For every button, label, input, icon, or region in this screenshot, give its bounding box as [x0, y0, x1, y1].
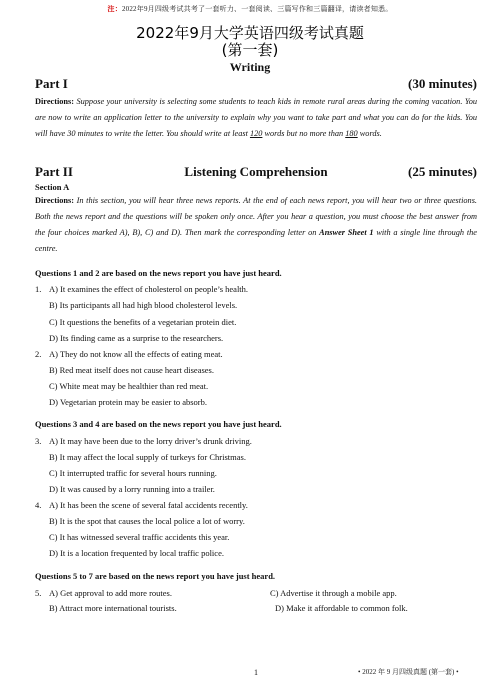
- part2-label: Part II: [35, 164, 73, 179]
- answer-sheet-label: Answer Sheet 1: [319, 228, 374, 237]
- exam-subtitle: (第一套): [221, 41, 279, 59]
- option: D) It was caused by a lorry running into a trailer.: [49, 484, 215, 494]
- option: D) Make it affordable to common folk.: [275, 603, 408, 613]
- option: A) They do not know all the effects of eating meat.: [49, 349, 223, 359]
- notice-text: 2022年9月四级考试共考了一套听力、一套阅读、三篇写作和三篇翻译，请读者知悉。: [121, 5, 393, 13]
- option: A) Get approval to add more routes.: [49, 588, 172, 598]
- part1-time: (30 minutes): [408, 76, 477, 91]
- exam-title: 2022年9月大学英语四级考试真题: [136, 24, 364, 42]
- footer-tag: • 2022 年 9 月四级真题 (第一套) •: [358, 668, 459, 676]
- option: A) It has been the scene of several fatal accidents recently.: [49, 500, 248, 510]
- part1-directions: [35, 94, 477, 142]
- option: B) It is the spot that causes the local police a lot of worry.: [49, 516, 245, 526]
- option: D) It is a location frequented by local traffic police.: [49, 548, 224, 558]
- option: C) It interrupted traffic for several hours running.: [49, 468, 217, 478]
- part2-directions: [35, 193, 477, 257]
- option: C) It has witnessed several traffic accidents this year.: [49, 532, 230, 542]
- part1-directions-text-a: Suppose your university is selecting some students to teach kids in remote rural areas during the coming vacation. You are now to write an application letter to the university to explain why you want to take part and what you can do for the kids. You will have 30 minutes to write the letter. You should write at least: [35, 97, 477, 138]
- part2-heading: Listening Comprehension: [184, 164, 328, 179]
- option: A) It examines the effect of cholesterol on people’s health.: [49, 284, 249, 294]
- question-number: 4.: [35, 500, 42, 510]
- group-heading: Questions 5 to 7 are based on the news report you have just heard.: [35, 571, 276, 581]
- part1-label: Part I: [35, 76, 68, 91]
- group-heading: Questions 1 and 2 are based on the news report you have just heard.: [35, 268, 282, 278]
- question-number: 3.: [35, 436, 42, 446]
- option: D) Its finding came as a surprise to the researchers.: [49, 333, 224, 343]
- part2-header: [35, 164, 477, 180]
- question-number: 1.: [35, 284, 42, 294]
- part2-time: (25 minutes): [408, 164, 477, 179]
- notice-label: 注：: [107, 5, 122, 13]
- option: B) Red meat itself does not cause heart diseases.: [49, 365, 214, 375]
- part1-header: [35, 76, 477, 92]
- part2-directions-text-a: In this section, you will hear three news reports. At the end of each news report, you will hear two or three questions. Both the news report and the questions will be spoken only once. After you hear a question, you must choose the best answer from the four choices marked A), B), C) and D). Then mark the corresponding letter on: [35, 196, 477, 237]
- section-a-label: Section A: [35, 182, 70, 192]
- question-number: 5.: [35, 588, 42, 598]
- option: B) Attract more international tourists.: [49, 603, 177, 613]
- part2-directions-label: Directions:: [35, 196, 75, 205]
- max-words: 180: [345, 129, 358, 138]
- part1-directions-text-c: words.: [357, 129, 382, 138]
- option: C) It questions the benefits of a vegetarian protein diet.: [49, 317, 237, 327]
- option: B) It may affect the local supply of turkeys for Christmas.: [49, 452, 246, 462]
- group-heading: Questions 3 and 4 are based on the news report you have just heard.: [35, 419, 282, 429]
- notice-banner: [0, 4, 500, 14]
- min-words: 120: [249, 129, 263, 138]
- option: C) White meat may be healthier than red meat.: [49, 381, 209, 391]
- page-number: 1: [254, 668, 258, 677]
- part1-directions-text-b: words but no more than: [262, 129, 346, 138]
- option: B) Its participants all had high blood cholesterol levels.: [49, 300, 238, 310]
- option: C) Advertise it through a mobile app.: [270, 588, 397, 598]
- part2-directions-text-b: with a single line through the centre.: [35, 228, 477, 253]
- question-number: 2.: [35, 349, 42, 359]
- writing-heading: Writing: [229, 60, 271, 74]
- option: D) Vegetarian protein may be easier to absorb.: [49, 397, 207, 407]
- part1-directions-label: Directions:: [35, 97, 75, 106]
- option: A) It may have been due to the lorry driver’s drunk driving.: [49, 436, 252, 446]
